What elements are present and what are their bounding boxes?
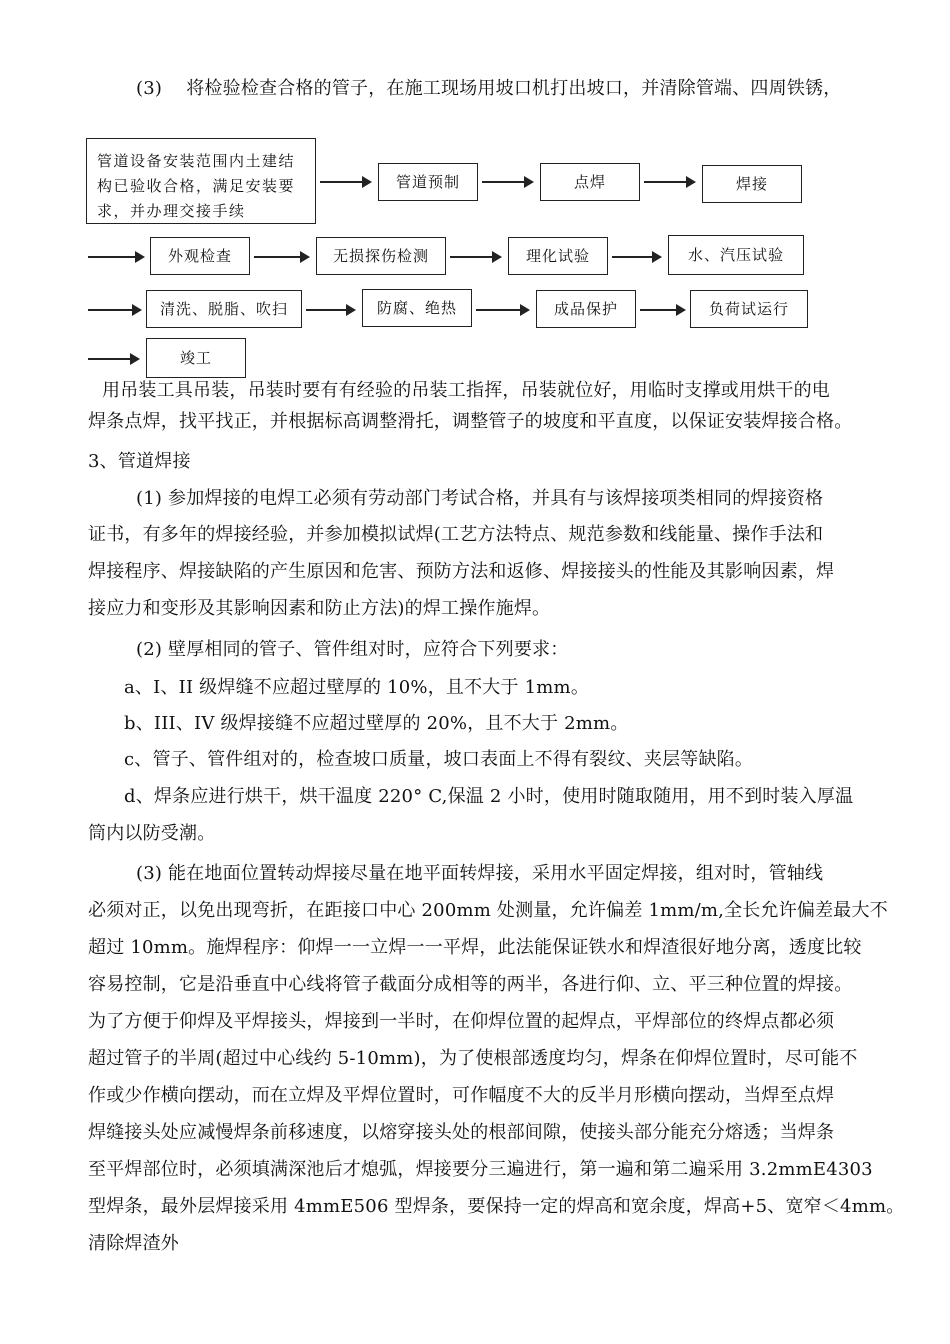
flow-step-pipe-prefab: 管道预制 — [378, 163, 478, 201]
flow-step-pressure-test: 水、汽压试验 — [668, 235, 804, 275]
text-line: (3) 能在地面位置转动焊接尽量在地平面转焊接，采用水平固定焊接，组对时，管轴线 — [136, 863, 824, 884]
flow-step-protection: 成品保护 — [536, 290, 636, 328]
flow-step-weld: 焊接 — [702, 165, 802, 203]
text-line: 清除焊渣外 — [88, 1233, 179, 1254]
flow-arrow — [88, 309, 140, 311]
flow-step-anticorrosion: 防腐、绝热 — [362, 289, 472, 327]
flow-arrow — [320, 181, 370, 183]
text-line: 用吊装工具吊装，吊装时要有有经验的吊装工指挥，吊装就位好，用临时支撑或用烘干的电 — [102, 380, 830, 401]
section-heading: 3、管道焊接 — [88, 451, 191, 472]
flow-step-cleaning: 清洗、脱脂、吹扫 — [146, 290, 302, 328]
list-item: c、管子、管件组对的，检查坡口质量，坡口表面上不得有裂纹、夹层等缺陷。 — [124, 749, 754, 770]
list-item: b、III、IV 级焊接缝不应超过壁厚的 20%，且不大于 2mm。 — [124, 713, 629, 734]
text-line: 焊接程序、焊接缺陷的产生原因和危害、预防方法和返修、焊接接头的性能及其影响因素，焊 — [88, 561, 835, 582]
flow-step-spot-weld: 点焊 — [540, 163, 640, 201]
text-line: 必须对正，以免出现弯折，在距接口中心 200mm 处测量，允许偏差 1mm/m,全长允许偏差最大不 — [88, 900, 888, 921]
flow-arrow — [476, 309, 528, 311]
flow-step-physical-chemical-test: 理化试验 — [508, 237, 608, 275]
flow-start-line: 求，并办理交接手续 — [97, 202, 246, 220]
flow-arrow — [88, 256, 143, 258]
text-line: 超过管子的半周(超过中心线约 5-10mm)，为了使根部透度均匀，焊条在仰焊位置时，尽可能不 — [88, 1048, 858, 1069]
text-line: 焊缝接头处应减慢焊条前移速度，以熔穿接头处的根部间隙，使接头部分能充分熔透；当焊条 — [88, 1122, 835, 1143]
text-line: 型焊条，最外层焊接采用 4mmE506 型焊条，要保持一定的焊高和宽余度，焊高+5、宽窄＜4mm。 — [88, 1196, 905, 1217]
flow-arrow — [254, 256, 308, 258]
flow-arrow — [644, 181, 694, 183]
text-line: (1) 参加焊接的电焊工必须有劳动部门考试合格，并具有与该焊接项类相同的焊接资格 — [136, 488, 824, 509]
flow-arrow — [640, 309, 684, 311]
text-line: (2) 壁厚相同的管子、管件组对时，应符合下列要求： — [136, 639, 569, 660]
flow-step-completion: 竣工 — [146, 338, 246, 378]
flow-arrow — [450, 256, 500, 258]
intro-line: (3) 将检验检查合格的管子，在施工现场用坡口机打出坡口，并清除管端、四周铁锈， — [136, 78, 842, 99]
text-line: 为了方便于仰焊及平焊接头，焊接到一半时，在仰焊位置的起焊点，平焊部位的终焊点都必须 — [88, 1011, 835, 1032]
text-line: 焊条点焊，找平找正，并根据标高调整滑托，调整管子的坡度和平直度，以保证安装焊接合格。 — [88, 411, 853, 432]
flow-start-box — [86, 138, 316, 224]
flow-arrow — [306, 309, 354, 311]
text-line: 证书，有多年的焊接经验，并参加模拟试焊(工艺方法特点、规范参数和线能量、操作手法和 — [88, 524, 824, 545]
text-line: 筒内以防受潮。 — [88, 823, 216, 844]
flow-step-visual-inspection: 外观检查 — [150, 237, 250, 275]
text-line: 超过 10mm。施焊程序：仰焊一一立焊一一平焊，此法能保证铁水和焊渣很好地分离，透度比较 — [88, 937, 862, 958]
flow-arrow — [482, 181, 532, 183]
flow-step-ndt: 无损探伤检测 — [316, 237, 446, 275]
list-item: d、焊条应进行烘干，烘干温度 220° C,保温 2 小时，使用时随取随用，用不到时装入厚温 — [124, 786, 854, 807]
flow-start-line: 管道设备安装范围内土建结 — [97, 152, 296, 170]
text-line: 作或少作横向摆动，而在立焊及平焊位置时，可作幅度不大的反半月形横向摆动，当焊至点焊 — [88, 1085, 835, 1106]
flow-arrow — [88, 358, 138, 360]
text-line: 容易控制，它是沿垂直中心线将管子截面分成相等的两半，各进行仰、立、平三种位置的焊接。 — [88, 974, 853, 995]
text-line: 至平焊部位时，必须填满深池后才熄弧，焊接要分三遍进行，第一遍和第二遍采用 3.2mmE4303 — [88, 1159, 873, 1180]
flow-start-line: 构已验收合格，满足安装要 — [97, 177, 296, 195]
flow-arrow — [612, 256, 660, 258]
text-line: 接应力和变形及其影响因素和防止方法)的焊工操作施焊。 — [88, 598, 551, 619]
flow-step-load-test: 负荷试运行 — [690, 290, 808, 328]
list-item: a、I、II 级焊缝不应超过壁厚的 10%，且不大于 1mm。 — [124, 677, 590, 698]
